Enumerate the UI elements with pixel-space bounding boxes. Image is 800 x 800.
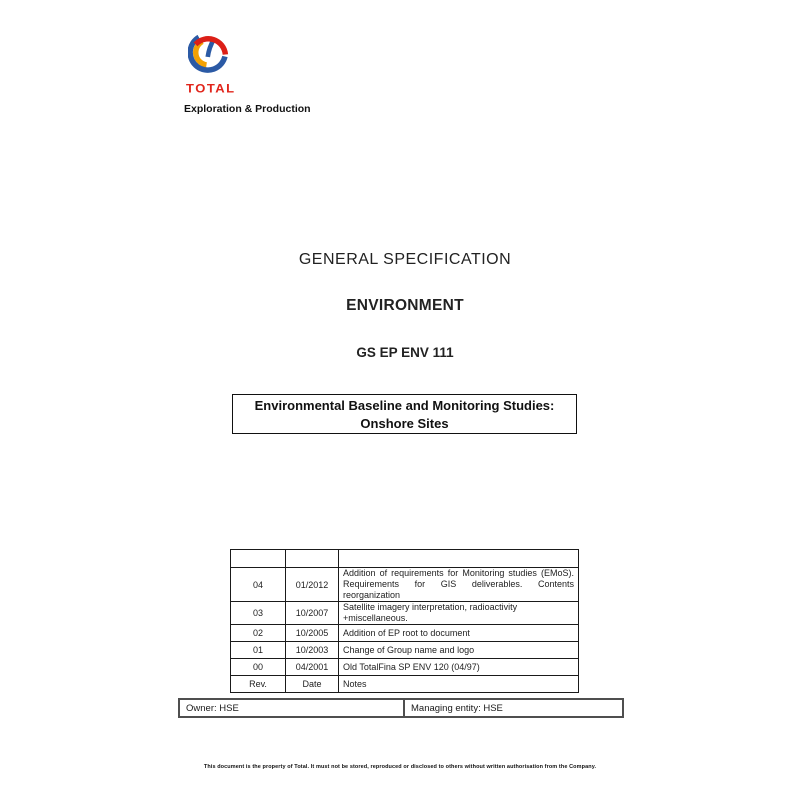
subject-title-box [232, 394, 577, 434]
rev-cell: 02 [231, 625, 286, 642]
total-globe-icon [188, 29, 230, 74]
ownership-table [178, 698, 624, 718]
date-cell: 04/2001 [286, 659, 339, 676]
doc-type-title: GENERAL SPECIFICATION [298, 251, 512, 268]
notes-cell: Satellite imagery interpretation, radioactivity +miscellaneous. [339, 602, 579, 625]
revision-table [230, 549, 579, 693]
owner-cell: Owner: HSE [179, 699, 404, 717]
rev-cell: 04 [231, 568, 286, 602]
rev-cell: 03 [231, 602, 286, 625]
managing-entity-cell: Managing entity: HSE [404, 699, 623, 717]
division-label: Exploration & Production [184, 103, 311, 115]
notes-header-cell: Notes [339, 676, 579, 693]
ownership-row [179, 699, 623, 717]
rev-cell: 01 [231, 642, 286, 659]
table-row [231, 602, 579, 625]
doc-number: GS EP ENV 111 [356, 345, 454, 360]
date-header-cell: Date [286, 676, 339, 693]
table-row [231, 642, 579, 659]
date-cell: 10/2005 [286, 625, 339, 642]
table-row [231, 659, 579, 676]
notes-cell [339, 550, 579, 568]
discipline-title: ENVIRONMENT [346, 297, 464, 314]
subject-line-1: Environmental Baseline and Monitoring Studies: [254, 398, 555, 413]
subject-line-2: Onshore Sites [360, 415, 449, 431]
rev-cell [231, 550, 286, 568]
notes-cell: Addition of EP root to document [339, 625, 579, 642]
total-wordmark: TOTAL [186, 81, 236, 96]
table-header-row [231, 676, 579, 693]
notes-cell: Change of Group name and logo [339, 642, 579, 659]
table-row [231, 568, 579, 602]
date-cell: 01/2012 [286, 568, 339, 602]
rev-header-cell: Rev. [231, 676, 286, 693]
notes-cell: Addition of requirements for Monitoring studies (EMoS). Requirements for GIS deliverables. Contents reorganization [339, 568, 579, 602]
date-cell: 10/2007 [286, 602, 339, 625]
date-cell: 10/2003 [286, 642, 339, 659]
property-notice: This document is the property of Total. It must not be stored, reproduced or disclosed to others without written authorisation from the Company. [203, 764, 597, 770]
rev-cell: 00 [231, 659, 286, 676]
table-row [231, 625, 579, 642]
notes-cell: Old TotalFina SP ENV 120 (04/97) [339, 659, 579, 676]
table-row [231, 550, 579, 568]
date-cell [286, 550, 339, 568]
